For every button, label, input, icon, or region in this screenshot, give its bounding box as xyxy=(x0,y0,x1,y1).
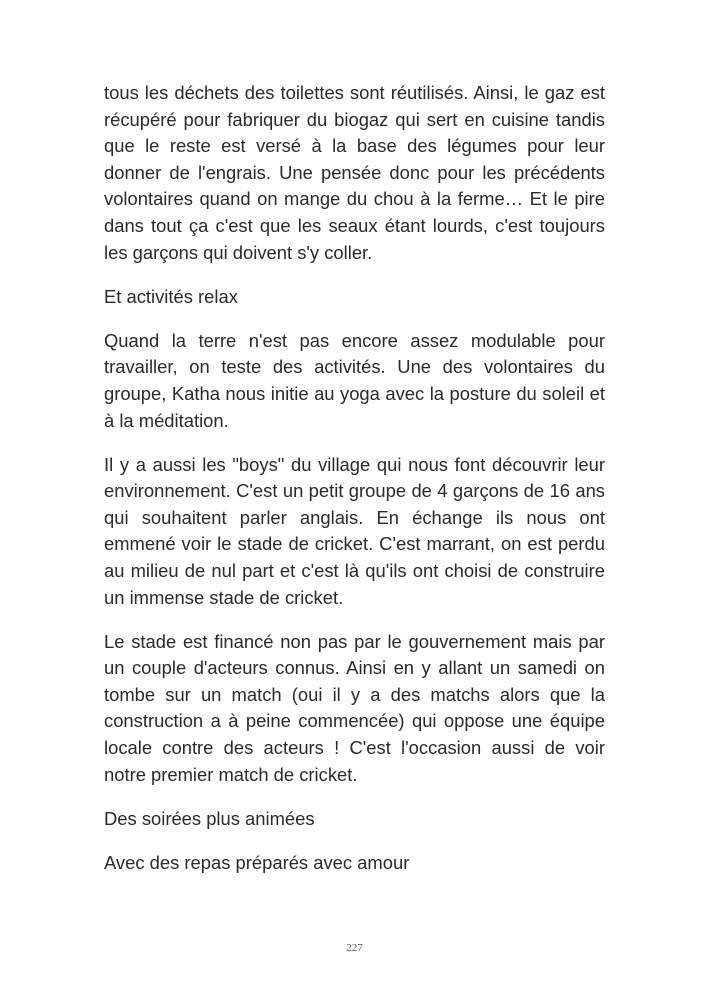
page-number: 227 xyxy=(346,942,363,954)
section-heading-relax-activities: Et activités relax xyxy=(104,285,238,307)
paragraph-toilets-biogas: tous les déchets des toilettes sont réutilisés. Ainsi, le gaz est récupéré pour fabriquer du biogaz qui sert en cuisine tandis que le reste est versé à la base des légumes pour leur donner de l'engrais. Une pensée donc pour les précédents volontaires quand on mange du chou à la ferme… Et le pire dans tout ça c'est que les seaux étant lourds, c'est toujours les garçons qui doivent s'y coller. xyxy=(104,82,605,263)
paragraph-cricket-stadium: Le stade est financé non pas par le gouvernement mais par un couple d'acteurs connus. Ainsi en y allant un samedi on tombe sur un match (oui il y a des matchs alors que la construction a à peine commencée) qui oppose une équipe locale contre des acteurs ! C'est l'occasion aussi de voir notre premier match de cricket. xyxy=(104,630,605,785)
section-heading-meals: Avec des repas préparés avec amour xyxy=(104,851,410,873)
paragraph-yoga: Quand la terre n'est pas encore assez modulable pour travailler, on teste des activités. Une des volontaires du groupe, Katha nous initie au yoga avec la posture du soleil et à la méditation. xyxy=(104,329,605,431)
paragraph-village-boys: Il y a aussi les "boys" du village qui nous font découvrir leur environnement. C'est un petit groupe de 4 garçons de 16 ans qui souhaitent parler anglais. En échange ils nous ont emmené voir le stade de cricket. C'est marrant, on est perdu au milieu de nul part et c'est là qu'ils ont choisi de construire un immense stade de cricket. xyxy=(104,453,605,608)
page-body xyxy=(104,80,605,894)
section-heading-evenings: Des soirées plus animées xyxy=(104,807,315,829)
